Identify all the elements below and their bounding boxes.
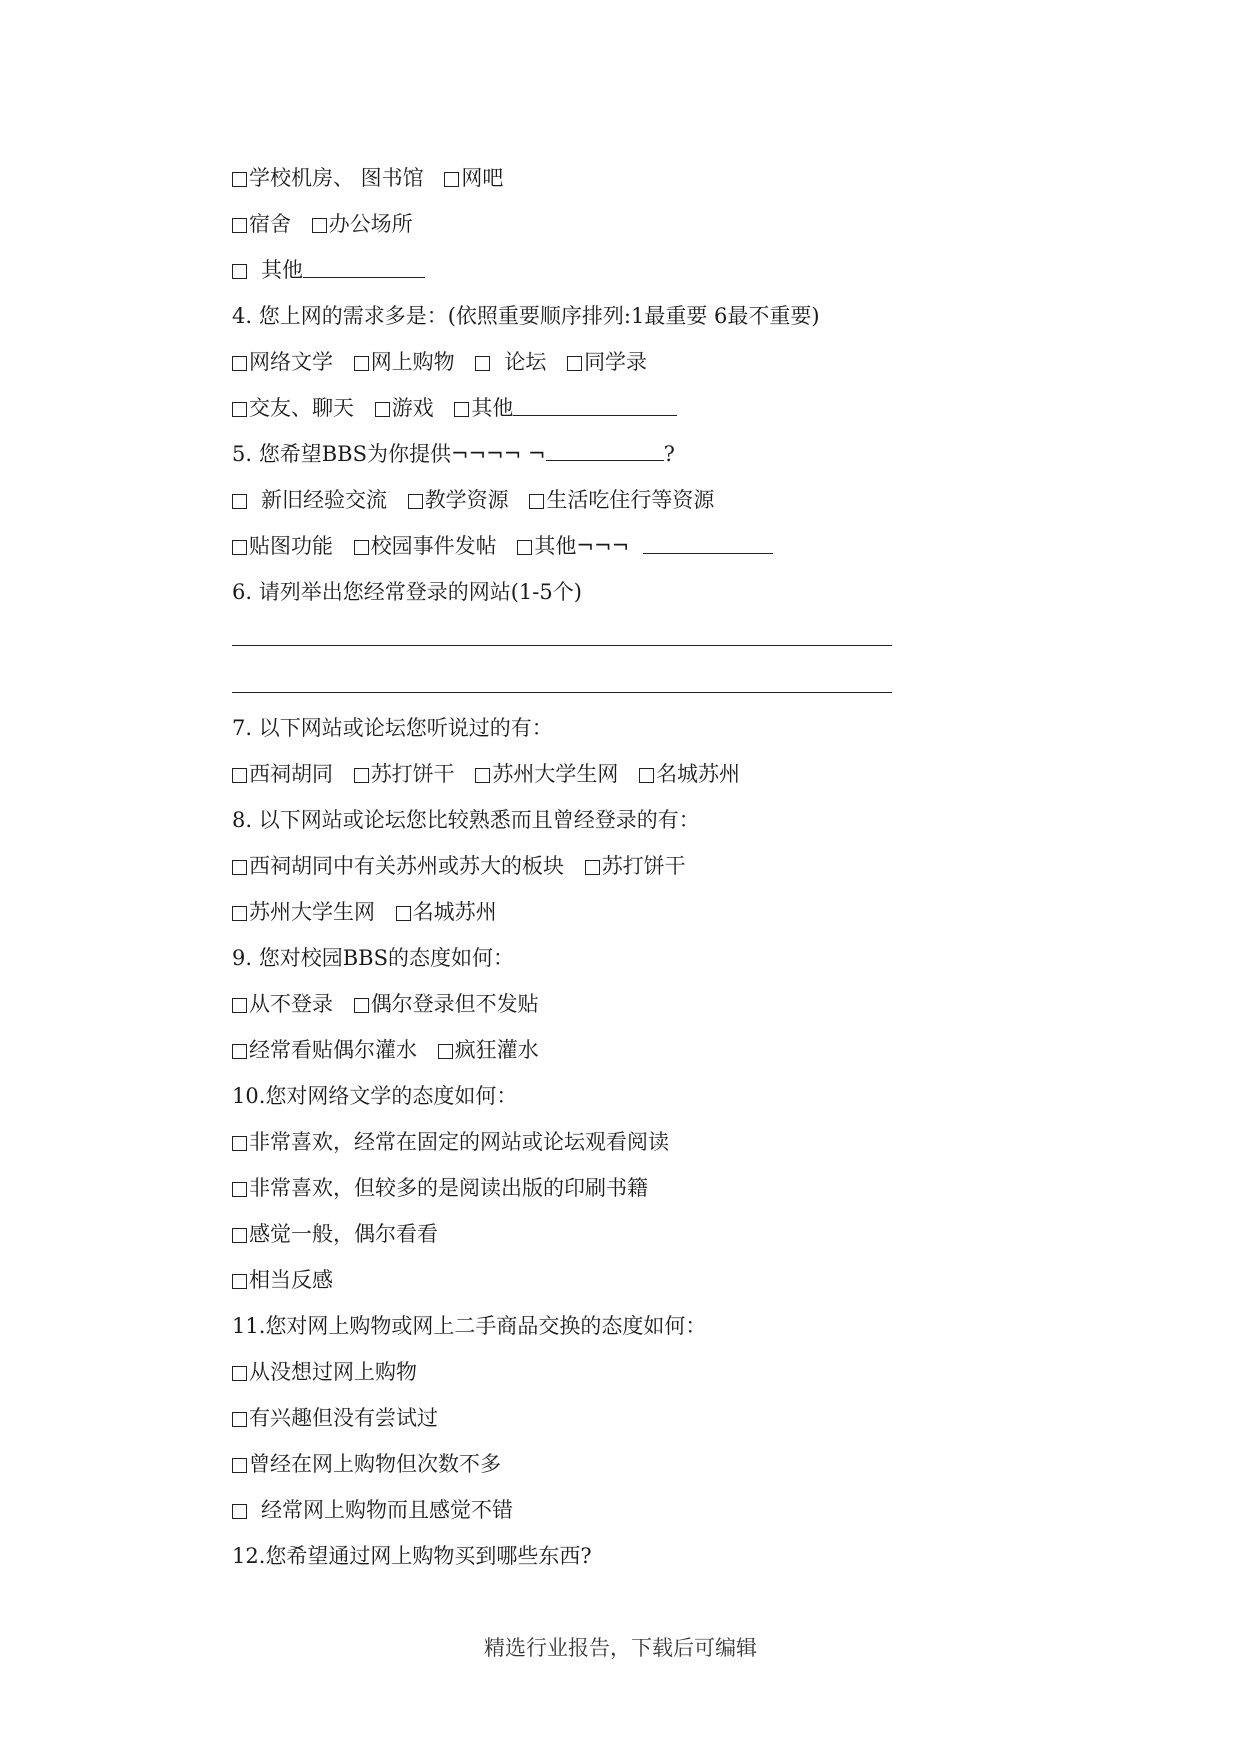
q10-option <box>232 1168 662 1208</box>
checkbox-icon[interactable] <box>232 1182 247 1197</box>
checkbox-icon[interactable] <box>232 768 247 783</box>
option-checkbox[interactable]: 论坛 <box>475 342 546 382</box>
option-checkbox[interactable]: 名城苏州 <box>639 754 740 794</box>
q4-row1 <box>232 342 661 382</box>
checkbox-icon[interactable] <box>232 1136 247 1151</box>
option-checkbox[interactable]: 苏州大学生网 <box>232 892 375 932</box>
q11-option <box>232 1352 431 1392</box>
checkbox-icon[interactable] <box>232 264 247 279</box>
question-9: 9. 您对校园BBS的态度如何： <box>232 946 514 970</box>
checkbox-icon[interactable] <box>232 1458 247 1473</box>
q3-row1 <box>232 158 517 198</box>
answer-line[interactable] <box>232 692 892 693</box>
fill-in-blank[interactable] <box>643 529 773 554</box>
option-checkbox[interactable]: 感觉一般，偶尔看看 <box>232 1214 438 1254</box>
question-6: 6. 请列举出您经常登录的网站(1-5个) <box>232 580 582 604</box>
option-checkbox[interactable]: 贴图功能 <box>232 526 333 566</box>
checkbox-icon[interactable] <box>232 1228 247 1243</box>
option-checkbox[interactable]: 其他 <box>232 250 303 290</box>
checkbox-icon[interactable] <box>639 768 654 783</box>
checkbox-icon[interactable] <box>232 1274 247 1289</box>
option-checkbox[interactable]: 新旧经验交流 <box>232 480 387 520</box>
option-checkbox[interactable]: 学校机房、 图书馆 <box>232 158 424 198</box>
q9-row2 <box>232 1030 553 1070</box>
checkbox-icon[interactable] <box>232 540 247 555</box>
option-checkbox[interactable]: 有兴趣但没有尝试过 <box>232 1398 438 1438</box>
checkbox-icon[interactable] <box>517 540 532 555</box>
question-11: 11.您对网上购物或网上二手商品交换的态度如何： <box>232 1314 707 1338</box>
checkbox-icon[interactable] <box>529 494 544 509</box>
fill-in-blank[interactable] <box>546 436 664 461</box>
option-checkbox[interactable]: 非常喜欢，经常在固定的网站或论坛观看阅读 <box>232 1122 669 1162</box>
option-checkbox[interactable]: 从不登录 <box>232 984 333 1024</box>
question-12: 12.您希望通过网上购物买到哪些东西? <box>232 1544 592 1568</box>
option-checkbox[interactable]: 相当反感 <box>232 1260 333 1300</box>
checkbox-icon[interactable] <box>454 402 469 417</box>
checkbox-icon[interactable] <box>354 998 369 1013</box>
checkbox-icon[interactable] <box>354 768 369 783</box>
option-checkbox[interactable]: 网吧 <box>444 158 503 198</box>
option-checkbox[interactable]: 苏州大学生网 <box>475 754 618 794</box>
option-checkbox[interactable]: 苏打饼干 <box>585 846 686 886</box>
checkbox-icon[interactable] <box>354 356 369 371</box>
q8-row2 <box>232 892 511 932</box>
q10-option <box>232 1260 347 1300</box>
q11-option <box>232 1444 515 1484</box>
q7-row1 <box>232 754 754 794</box>
checkbox-icon[interactable] <box>396 906 411 921</box>
q5-row1 <box>232 480 728 520</box>
option-checkbox[interactable]: 苏打饼干 <box>354 754 455 794</box>
answer-line[interactable] <box>232 645 892 646</box>
checkbox-icon[interactable] <box>232 1044 247 1059</box>
option-checkbox[interactable]: 生活吃住行等资源 <box>529 480 714 520</box>
option-checkbox[interactable]: 宿舍 <box>232 204 291 244</box>
checkbox-icon[interactable] <box>475 356 490 371</box>
option-checkbox[interactable]: 网上购物 <box>354 342 455 382</box>
option-checkbox[interactable]: 非常喜欢，但较多的是阅读出版的印刷书籍 <box>232 1168 648 1208</box>
checkbox-icon[interactable] <box>232 1504 247 1519</box>
option-checkbox[interactable]: 从没想过网上购物 <box>232 1352 417 1392</box>
checkbox-icon[interactable] <box>232 218 247 233</box>
q3-row3 <box>232 250 425 290</box>
checkbox-icon[interactable] <box>375 402 390 417</box>
q3-row2 <box>232 204 427 244</box>
question-7: 7. 以下网站或论坛您听说过的有： <box>232 716 553 740</box>
checkbox-icon[interactable] <box>408 494 423 509</box>
q10-option <box>232 1122 683 1162</box>
checkbox-icon[interactable] <box>232 998 247 1013</box>
checkbox-icon[interactable] <box>354 540 369 555</box>
option-checkbox[interactable]: 其他¬¬¬ <box>517 526 629 566</box>
checkbox-icon[interactable] <box>475 768 490 783</box>
checkbox-icon[interactable] <box>232 860 247 875</box>
option-checkbox[interactable]: 交友、聊天 <box>232 388 354 428</box>
q11-option <box>232 1490 527 1530</box>
fill-in-blank[interactable] <box>513 391 677 416</box>
q4-row2 <box>232 388 677 428</box>
question-5: 5. 您希望BBS为你提供¬¬¬¬ ¬ ? <box>232 434 675 474</box>
q11-option <box>232 1398 452 1438</box>
option-checkbox[interactable]: 教学资源 <box>408 480 509 520</box>
checkbox-icon[interactable] <box>232 172 247 187</box>
q8-row1 <box>232 846 700 886</box>
checkbox-icon[interactable] <box>444 172 459 187</box>
page-footer: 精选行业报告，下载后可编辑 <box>484 1636 757 1660</box>
q5-row2 <box>232 526 773 566</box>
question-10: 10.您对网络文学的态度如何： <box>232 1084 518 1108</box>
question-8: 8. 以下网站或论坛您比较熟悉而且曾经登录的有： <box>232 808 700 832</box>
q10-option <box>232 1214 452 1254</box>
checkbox-icon[interactable] <box>232 494 247 509</box>
option-checkbox[interactable]: 西祠胡同 <box>232 754 333 794</box>
option-checkbox[interactable]: 办公场所 <box>312 204 413 244</box>
option-checkbox[interactable]: 经常看贴偶尔灌水 <box>232 1030 417 1070</box>
checkbox-icon[interactable] <box>232 906 247 921</box>
checkbox-icon[interactable] <box>232 1366 247 1381</box>
checkbox-icon[interactable] <box>312 218 327 233</box>
fill-in-blank[interactable] <box>303 253 425 278</box>
checkbox-icon[interactable] <box>585 860 600 875</box>
checkbox-icon[interactable] <box>232 402 247 417</box>
checkbox-icon[interactable] <box>438 1044 453 1059</box>
option-checkbox[interactable]: 疯狂灌水 <box>438 1030 539 1070</box>
option-checkbox[interactable]: 偶尔登录但不发贴 <box>354 984 539 1024</box>
option-checkbox[interactable]: 同学录 <box>567 342 647 382</box>
checkbox-icon[interactable] <box>232 1412 247 1427</box>
option-checkbox[interactable]: 名城苏州 <box>396 892 497 932</box>
checkbox-icon[interactable] <box>567 356 582 371</box>
option-checkbox[interactable]: 其他 <box>454 388 513 428</box>
option-checkbox[interactable]: 校园事件发帖 <box>354 526 497 566</box>
question-4: 4. 您上网的需求多是：(依照重要顺序排列:1最重要 6最不重要) <box>232 304 820 328</box>
checkbox-icon[interactable] <box>232 356 247 371</box>
q9-row1 <box>232 984 553 1024</box>
option-checkbox[interactable]: 经常网上购物而且感觉不错 <box>232 1490 513 1530</box>
option-checkbox[interactable]: 网络文学 <box>232 342 333 382</box>
option-checkbox[interactable]: 曾经在网上购物但次数不多 <box>232 1444 501 1484</box>
option-checkbox[interactable]: 西祠胡同中有关苏州或苏大的板块 <box>232 846 564 886</box>
option-checkbox[interactable]: 游戏 <box>375 388 434 428</box>
